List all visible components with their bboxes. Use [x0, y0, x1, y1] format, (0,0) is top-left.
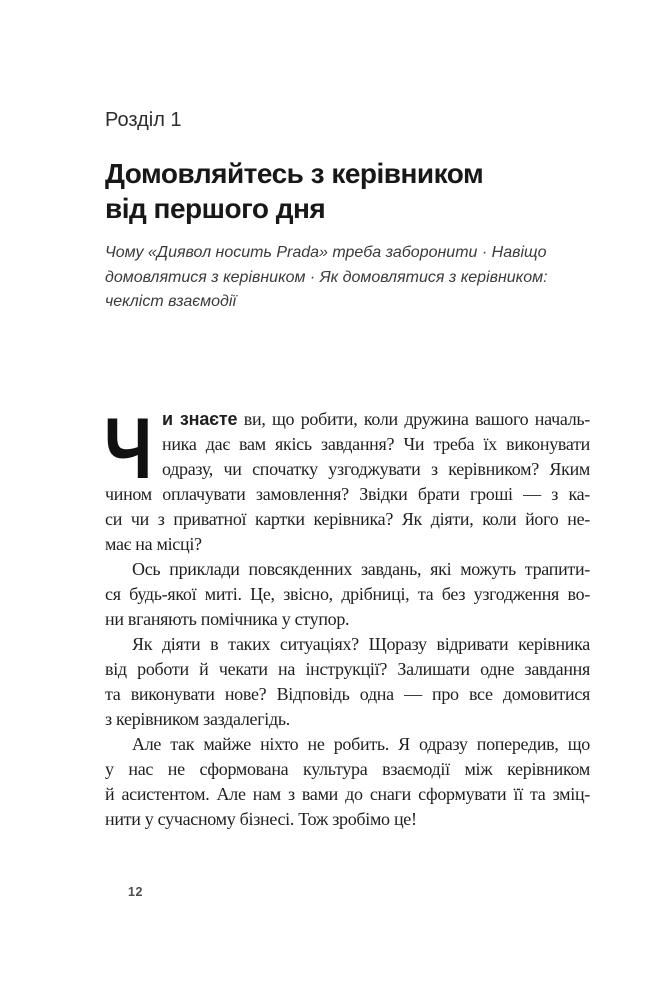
- body-line: має на місці?: [105, 534, 202, 554]
- chapter-summary-line: Чому «Диявол носить Prada» треба заборонити · Навіщо: [105, 244, 547, 261]
- body-line: и знаєте ви, що робити, коли дружина вашого началь-: [162, 409, 590, 429]
- body-line: Як діяти в таких ситуаціях? Щоразу відривати керівника: [132, 634, 590, 654]
- chapter-summary-line: домовлятися з керівником · Як домовлятися з керівником:: [105, 268, 548, 286]
- body-line: від роботи й чекати на інструкції? Залишати одне завдання: [105, 659, 590, 679]
- body-line: нити у сучасному бізнесі. Тож зробімо це!: [105, 809, 417, 829]
- chapter-label: Розділ 1: [105, 109, 182, 131]
- chapter-title-line: від першого дня: [105, 193, 326, 224]
- body-line: ся будь-якої миті. Це, звісно, дрібниці, та без узгодження во-: [105, 584, 590, 604]
- body-line: Але так майже ніхто не робить. Я одразу попередив, що: [132, 734, 590, 754]
- body-line: у нас не сформована культура взаємодії між керівником: [105, 759, 590, 779]
- chapter-title-line: Домовляйтесь з керівником: [105, 158, 484, 189]
- body-text: [104, 401, 590, 832]
- chapter-summary-line: чекліст взаємодії: [105, 293, 236, 310]
- chapter-summary: [105, 241, 575, 315]
- page-number: 12: [128, 885, 143, 899]
- drop-cap: Ч: [104, 401, 153, 497]
- body-line: з керівником заздалегідь.: [105, 709, 290, 729]
- chapter-title: [105, 156, 483, 226]
- lead-in-bold: и знаєте: [162, 409, 238, 429]
- body-line: ни вганяють помічника у ступор.: [105, 609, 350, 629]
- body-line: й асистентом. Але нам з вами до снаги сформувати її та зміц-: [105, 784, 590, 804]
- body-line: та виконувати нове? Відповідь одна — про все домовитися: [105, 684, 590, 704]
- body-line: одразу, чи спочатку узгоджувати з керівником? Яким: [162, 459, 590, 479]
- body-line: ника дає вам якісь завдання? Чи треба їх виконувати: [162, 434, 590, 454]
- body-line: Ось приклади повсякденних завдань, які можуть трапити-: [132, 559, 590, 579]
- body-line: чином оплачувати замовлення? Звідки брати гроші — з ка-: [105, 484, 590, 504]
- body-line: си чи з приватної картки керівника? Як діяти, коли його не-: [105, 509, 590, 529]
